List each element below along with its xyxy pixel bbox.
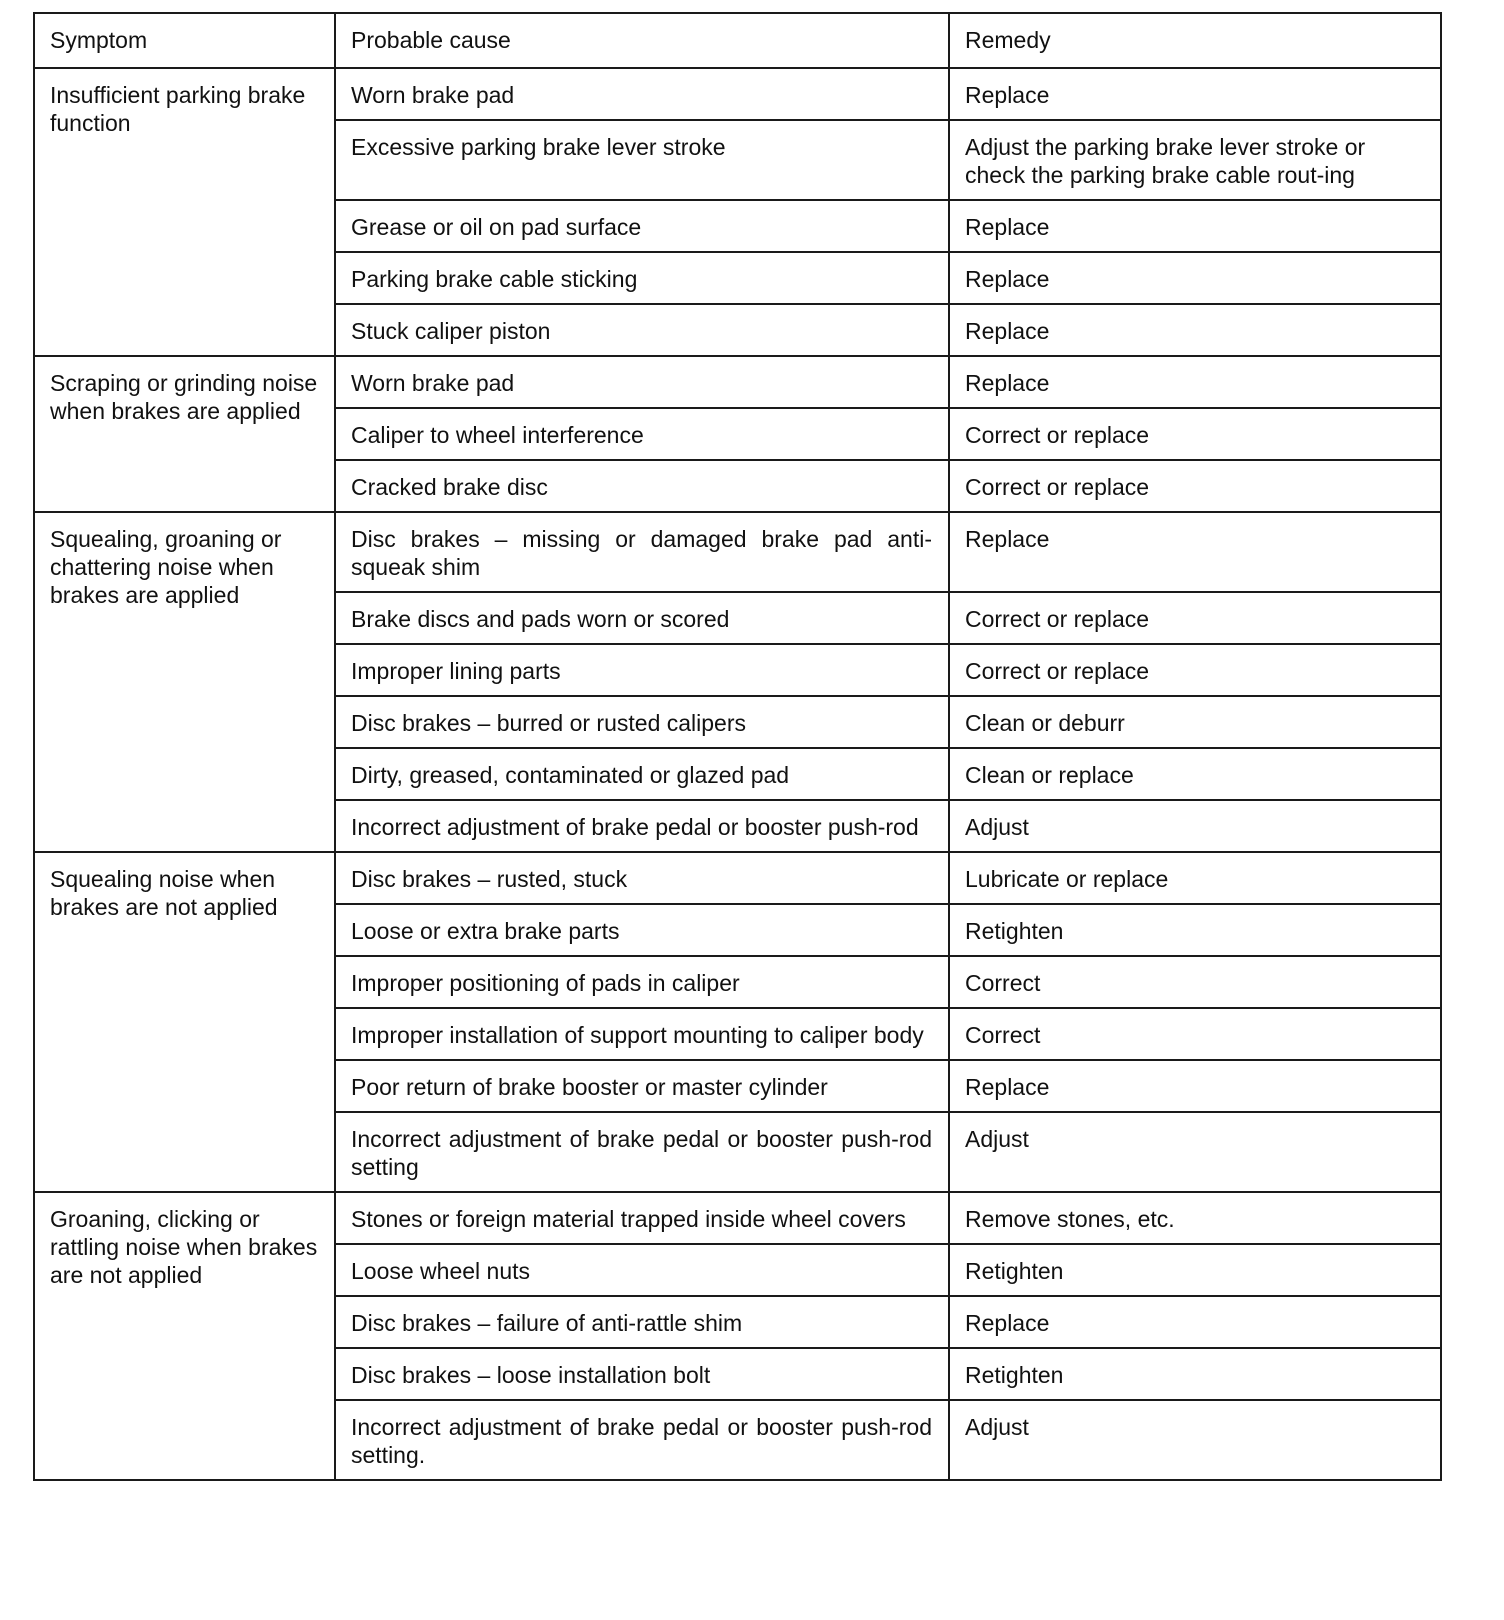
remedy-cell: Replace <box>949 1060 1441 1112</box>
symptom-cell: Squealing, groaning or chattering noise when brakes are applied <box>34 512 335 852</box>
remedy-cell: Correct or replace <box>949 592 1441 644</box>
remedy-cell: Replace <box>949 1296 1441 1348</box>
remedy-cell: Correct or replace <box>949 408 1441 460</box>
remedy-cell: Lubricate or replace <box>949 852 1441 904</box>
probable-cause-cell: Improper installation of support mounting to caliper body <box>335 1008 949 1060</box>
remedy-cell: Adjust <box>949 1112 1441 1192</box>
symptom-cell: Groaning, clicking or rattling noise when brakes are not applied <box>34 1192 335 1480</box>
probable-cause-cell: Caliper to wheel interference <box>335 408 949 460</box>
remedy-cell: Replace <box>949 304 1441 356</box>
remedy-cell: Correct or replace <box>949 460 1441 512</box>
table-row <box>34 852 1441 904</box>
table-body <box>34 68 1441 1480</box>
remedy-cell: Correct <box>949 1008 1441 1060</box>
remedy-cell: Retighten <box>949 1348 1441 1400</box>
table-row <box>34 1192 1441 1244</box>
probable-cause-cell: Improper positioning of pads in caliper <box>335 956 949 1008</box>
probable-cause-cell: Poor return of brake booster or master cylinder <box>335 1060 949 1112</box>
probable-cause-cell: Grease or oil on pad surface <box>335 200 949 252</box>
probable-cause-cell: Parking brake cable sticking <box>335 252 949 304</box>
remedy-cell: Clean or deburr <box>949 696 1441 748</box>
table-row <box>34 512 1441 592</box>
probable-cause-cell: Incorrect adjustment of brake pedal or booster push-rod setting <box>335 1112 949 1192</box>
remedy-cell: Replace <box>949 356 1441 408</box>
remedy-cell: Adjust the parking brake lever stroke or check the parking brake cable rout-ing <box>949 120 1441 200</box>
probable-cause-cell: Disc brakes – burred or rusted calipers <box>335 696 949 748</box>
probable-cause-cell: Incorrect adjustment of brake pedal or booster push-rod <box>335 800 949 852</box>
remedy-cell: Remove stones, etc. <box>949 1192 1441 1244</box>
probable-cause-cell: Incorrect adjustment of brake pedal or booster push-rod setting. <box>335 1400 949 1480</box>
probable-cause-cell: Disc brakes – failure of anti-rattle shim <box>335 1296 949 1348</box>
probable-cause-cell: Worn brake pad <box>335 68 949 120</box>
remedy-cell: Correct <box>949 956 1441 1008</box>
probable-cause-cell: Disc brakes – missing or damaged brake pad anti-squeak shim <box>335 512 949 592</box>
header-row <box>34 13 1441 68</box>
remedy-cell: Clean or replace <box>949 748 1441 800</box>
probable-cause-cell: Brake discs and pads worn or scored <box>335 592 949 644</box>
probable-cause-cell: Stones or foreign material trapped inside wheel covers <box>335 1192 949 1244</box>
troubleshooting-table-wrapper <box>33 12 1442 1481</box>
header-remedy: Remedy <box>949 13 1441 68</box>
header-symptom: Symptom <box>34 13 335 68</box>
table-row <box>34 356 1441 408</box>
header-probable-cause: Probable cause <box>335 13 949 68</box>
remedy-cell: Adjust <box>949 800 1441 852</box>
symptom-cell: Squealing noise when brakes are not applied <box>34 852 335 1192</box>
probable-cause-cell: Disc brakes – rusted, stuck <box>335 852 949 904</box>
remedy-cell: Retighten <box>949 1244 1441 1296</box>
remedy-cell: Replace <box>949 200 1441 252</box>
probable-cause-cell: Dirty, greased, contaminated or glazed pad <box>335 748 949 800</box>
symptom-cell: Insufficient parking brake function <box>34 68 335 356</box>
probable-cause-cell: Loose wheel nuts <box>335 1244 949 1296</box>
probable-cause-cell: Excessive parking brake lever stroke <box>335 120 949 200</box>
probable-cause-cell: Worn brake pad <box>335 356 949 408</box>
symptom-cell: Scraping or grinding noise when brakes are applied <box>34 356 335 512</box>
probable-cause-cell: Cracked brake disc <box>335 460 949 512</box>
probable-cause-cell: Improper lining parts <box>335 644 949 696</box>
remedy-cell: Replace <box>949 512 1441 592</box>
remedy-cell: Retighten <box>949 904 1441 956</box>
table-row <box>34 68 1441 120</box>
probable-cause-cell: Disc brakes – loose installation bolt <box>335 1348 949 1400</box>
remedy-cell: Correct or replace <box>949 644 1441 696</box>
remedy-cell: Replace <box>949 68 1441 120</box>
troubleshooting-table <box>33 12 1442 1481</box>
remedy-cell: Adjust <box>949 1400 1441 1480</box>
probable-cause-cell: Stuck caliper piston <box>335 304 949 356</box>
remedy-cell: Replace <box>949 252 1441 304</box>
probable-cause-cell: Loose or extra brake parts <box>335 904 949 956</box>
